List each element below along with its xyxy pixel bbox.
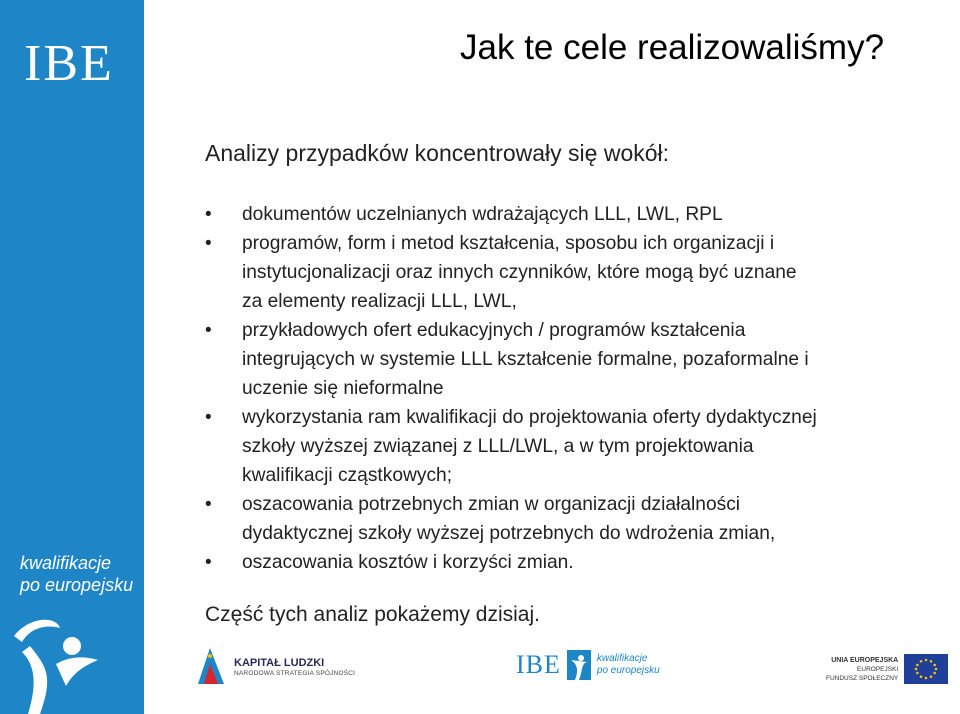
bullet-list — [205, 200, 960, 577]
tagline-line-2: po europejsku — [20, 575, 134, 595]
ibe-footer-tag-line-1: kwalifikacje — [596, 653, 648, 664]
bullet-line: za elementy realizacji LLL, LWL, — [242, 291, 517, 312]
eu-line-2: EUROPEJSKI — [857, 665, 899, 673]
bullet-icon: • — [205, 233, 212, 254]
intro-text: Analizy przypadków koncentrowały się wokół: — [205, 140, 670, 166]
eu-line-3: FUNDUSZ SPOŁECZNY — [826, 674, 899, 682]
bullet-line: oszacowania kosztów i korzyści zmian. — [242, 552, 574, 573]
slide-title: Jak te cele realizowaliśmy? — [460, 28, 885, 67]
bullet-line: uczenie się nieformalne — [242, 378, 444, 399]
bullet-line: wykorzystania ram kwalifikacji do projektowania oferty dydaktycznej — [242, 407, 817, 428]
sidebar — [0, 0, 144, 714]
bullet-item — [205, 200, 960, 229]
bullet-line: kwalifikacji cząstkowych; — [242, 465, 453, 486]
bullet-item — [205, 490, 960, 548]
ibe-footer-tagline — [597, 653, 660, 677]
tagline-line-1: kwalifikacje — [20, 553, 112, 573]
bullet-icon: • — [205, 552, 212, 573]
bullet-item — [205, 548, 960, 577]
bullet-line: dokumentów uczelnianych wdrażających LLL, LWL, RPL — [242, 204, 723, 225]
closing-text: Część tych analiz pokażemy dzisiaj. — [205, 603, 540, 626]
kapital-ludzki-title: KAPITAŁ LUDZKI — [234, 656, 325, 669]
ibe-footer-tag-line-2: po europejsku — [596, 665, 660, 676]
eu-text — [826, 656, 898, 683]
eu-flag-icon — [904, 654, 948, 684]
bullet-icon: • — [205, 407, 212, 428]
ibe-footer-logo — [516, 650, 660, 680]
kapital-ludzki-subtitle: NARODOWA STRATEGIA SPÓJNOŚCI — [234, 669, 356, 677]
bullet-line: szkoły wyższej związanej z LLL/LWL, a w tym projektowania — [242, 436, 754, 457]
bullet-icon: • — [205, 204, 212, 225]
bullet-item — [205, 403, 960, 490]
bullet-line: integrujących w systemie LLL kształcenie formalne, pozaformalne i — [242, 349, 809, 370]
bullet-line: programów, form i metod kształcenia, sposobu ich organizacji i — [242, 233, 775, 254]
sidebar-tagline — [20, 552, 133, 596]
person-figure-icon — [0, 616, 144, 714]
bullet-icon: • — [205, 320, 212, 341]
bullet-line: instytucjonalizacji oraz innych czynników, które mogą być uznane — [242, 262, 797, 283]
bullet-line: przykładowych ofert edukacyjnych / programów kształcenia — [242, 320, 746, 341]
ibe-logo: IBE — [24, 35, 114, 92]
kapital-ludzki-emblem-icon — [196, 646, 226, 686]
ibe-figure-icon — [567, 650, 591, 680]
bullet-line: oszacowania potrzebnych zmian w organizacji działalności — [242, 494, 741, 515]
bullet-line: dydaktycznej szkoły wyższej potrzebnych do wdrożenia zmian, — [242, 523, 776, 544]
bullet-icon: • — [205, 494, 212, 515]
eu-line-1: UNIA EUROPEJSKA — [831, 656, 899, 664]
kapital-ludzki-logo — [196, 646, 355, 686]
bullet-item — [205, 316, 960, 403]
eu-logo — [826, 654, 948, 684]
ibe-footer-text: IBE — [516, 650, 561, 679]
bullet-item — [205, 229, 960, 316]
